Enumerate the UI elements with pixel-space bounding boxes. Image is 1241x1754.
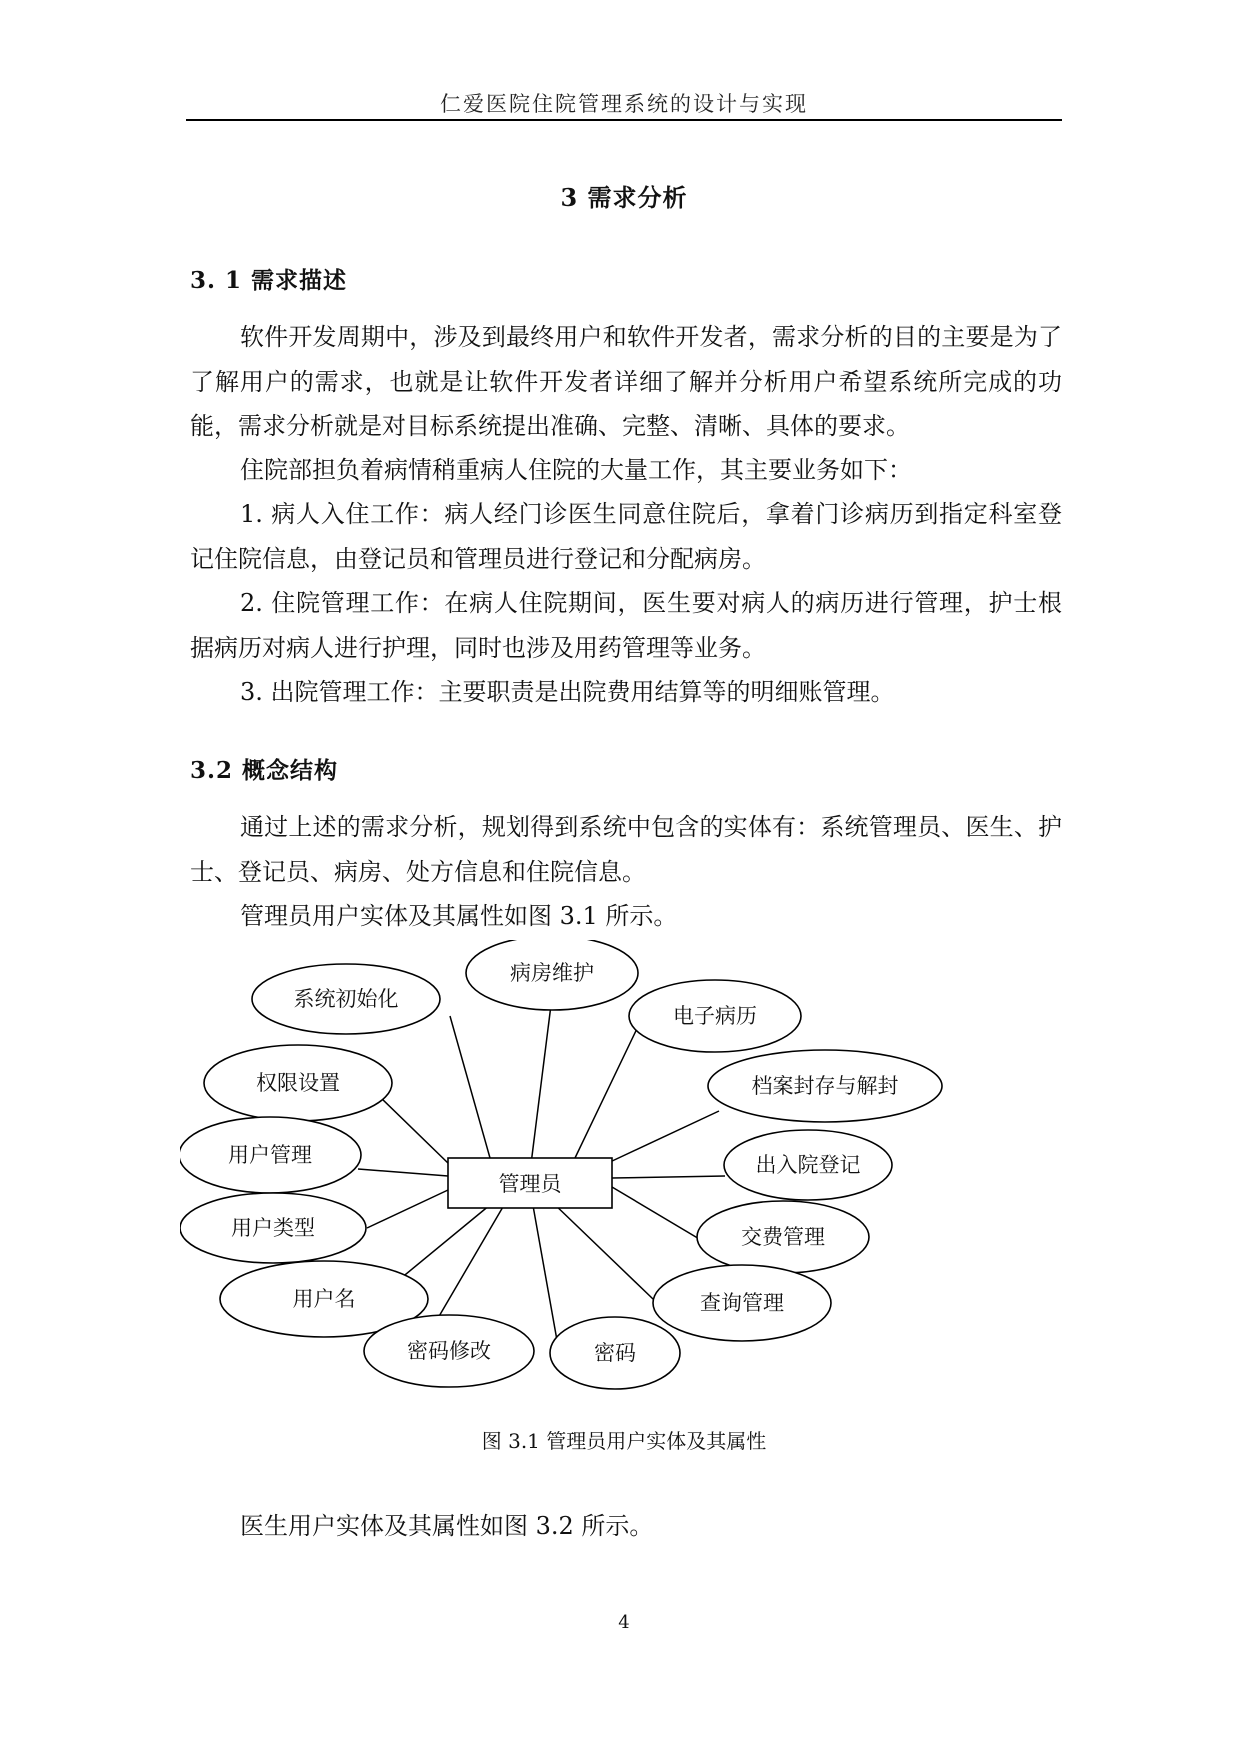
list-item: 2. 住院管理工作：在病人住院期间，医生要对病人的病历进行管理，护士根据病历对病人进行护理，同时也涉及用药管理等业务。	[190, 589, 1062, 662]
paragraph: 软件开发周期中，涉及到最终用户和软件开发者，需求分析的目的主要是为了了解用户的需求，也就是让软件开发者详细了解并分析用户希望系统所完成的功能，需求分析就是对目标系统提出准确、完整、清晰、具体的要求。	[190, 323, 1062, 440]
page-number: 4	[618, 1612, 630, 1633]
attribute-label: 出入院登记	[755, 1153, 861, 1177]
connector-line	[450, 1016, 490, 1158]
entity-label: 管理员	[498, 1172, 562, 1196]
section-title-3-2: 3.2 概念结构	[190, 757, 339, 784]
connector-line	[378, 1095, 450, 1165]
er-diagram-svg	[180, 940, 1080, 1410]
attribute-label: 电子病历	[673, 1004, 757, 1028]
attribute-label: 权限设置	[256, 1071, 340, 1095]
connector-line	[530, 997, 552, 1172]
paragraph: 住院部担负着病情稍重病人住院的大量工作，其主要业务如下：	[240, 456, 912, 484]
paragraph: 通过上述的需求分析，规划得到系统中包含的实体有：系统管理员、医生、护士、登记员、病房、处方信息和住院信息。	[190, 813, 1062, 886]
connector-line	[550, 1200, 653, 1299]
attribute-label: 系统初始化	[293, 987, 399, 1011]
running-header: 仁爱医院住院管理系统的设计与实现	[440, 92, 808, 116]
connector-line	[532, 1200, 558, 1346]
attribute-label: 病房维护	[510, 961, 594, 985]
connector-line	[610, 1111, 719, 1162]
er-diagram	[180, 940, 1080, 1410]
figure-caption: 图 3.1 管理员用户实体及其属性	[481, 1429, 767, 1453]
connector-line	[358, 1169, 448, 1176]
attribute-label: 用户类型	[231, 1216, 315, 1240]
attribute-label: 密码修改	[407, 1339, 491, 1363]
paragraph: 管理员用户实体及其属性如图 3.1 所示。	[240, 902, 678, 930]
section-title-3-1: 3. 1 需求描述	[190, 267, 348, 294]
attribute-label: 密码	[594, 1341, 636, 1365]
connector-line	[612, 1187, 706, 1243]
attribute-label: 用户管理	[228, 1143, 312, 1167]
connector-line	[367, 1190, 448, 1228]
attribute-label: 查询管理	[700, 1291, 784, 1315]
connector-line	[612, 1176, 725, 1178]
list-item: 3. 出院管理工作：主要职责是出院费用结算等的明细账管理。	[240, 678, 895, 706]
attribute-label: 用户名	[292, 1287, 356, 1311]
attribute-label: 交费管理	[741, 1225, 825, 1249]
connector-line	[575, 1014, 644, 1158]
attribute-label: 档案封存与解封	[751, 1074, 899, 1098]
paragraph: 医生用户实体及其属性如图 3.2 所示。	[240, 1512, 654, 1540]
list-item: 1. 病人入住工作：病人经门诊医生同意住院后，拿着门诊病历到指定科室登记住院信息，由登记员和管理员进行登记和分配病房。	[190, 500, 1062, 573]
chapter-title: 3 需求分析	[560, 183, 688, 212]
header-rule	[186, 119, 1062, 121]
